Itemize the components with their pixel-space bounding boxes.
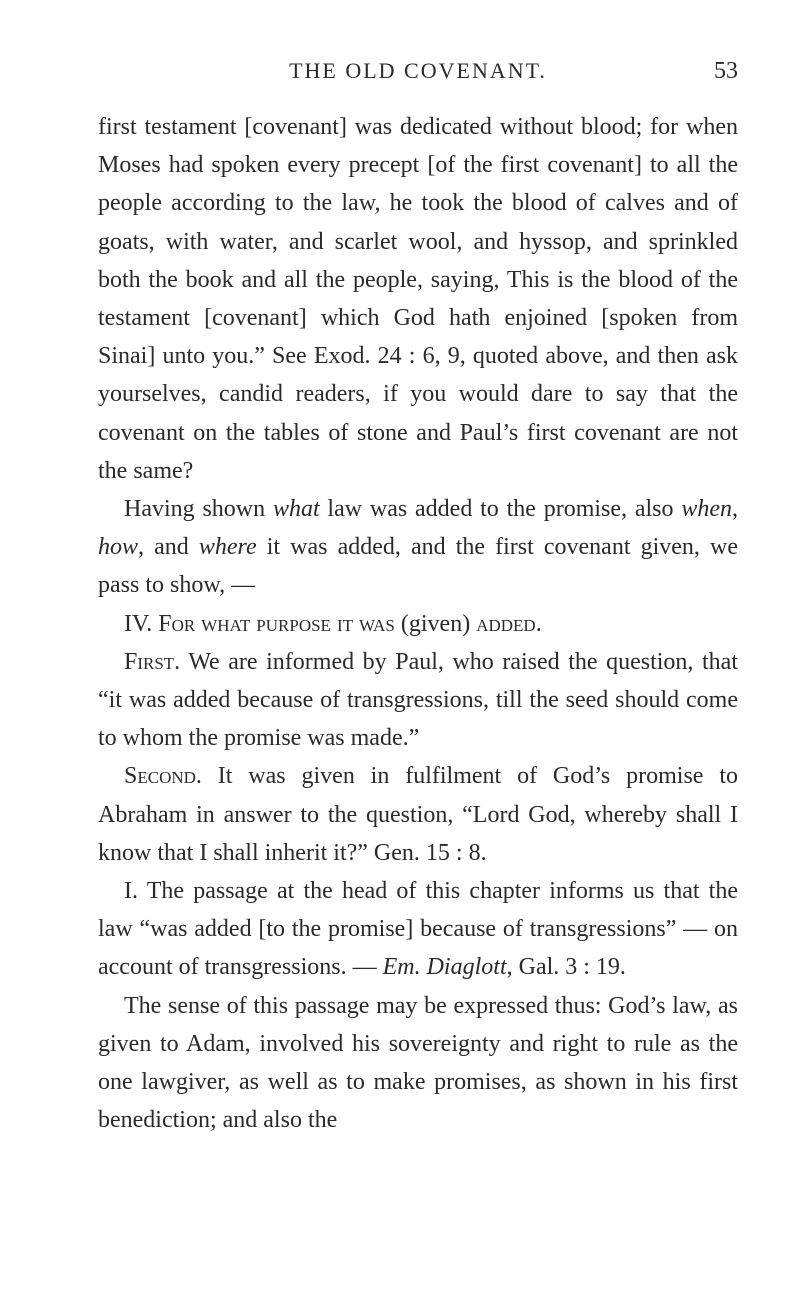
paragraph-second (98, 757, 738, 872)
body-text (98, 108, 738, 1139)
page-header (98, 58, 738, 98)
paragraph-first (98, 643, 738, 758)
p6-italic-diaglott: Em. Diaglott (382, 954, 507, 981)
p2-italic-how: how (98, 534, 139, 561)
lead-second: Second. (124, 763, 202, 790)
p6-text-b: , Gal. 3 : 19. (506, 954, 626, 981)
p2-italic-what: what (272, 496, 320, 523)
p2-italic-when: when (681, 496, 732, 523)
lead-first: First. (124, 648, 181, 675)
first-text: We are informed by Paul, who raised the question, that “it was added because of transgressions, till the seed should come to whom the promise was made.” (98, 648, 738, 752)
section-heading-c: added. (476, 610, 542, 637)
section-number: IV. (124, 610, 153, 637)
paragraph-2 (98, 490, 738, 605)
p2-text-a: Having shown (124, 496, 273, 523)
section-heading-b: (given) (394, 610, 477, 637)
p6-text-a: I. The passage at the head of this chapter informs us that the law “was added [to the promise] because of transgressions” — on account of transgressions. — (98, 878, 738, 981)
paragraph-1: first testament [covenant] was dedicated without blood; for when Moses had spoken every precept [of the first covenant] to all the people according to the law, he took the blood of calves and of goats, with water, and scarlet wool, and hyssop, and sprinkled both the book and all the people, saying, This is the blood of the testament [covenant] which God hath enjoined [spoken from Sinai] unto you.” See Exod. 24 : 6, 9, quoted above, and then ask yourselves, candid readers, if you would dare to say that the covenant on the tables of stone and Paul’s first covenant are not the same? (98, 114, 738, 484)
running-title: THE OLD COVENANT. (289, 58, 547, 83)
page-number: 53 (714, 58, 738, 84)
p2-text-e: it was added, and the first covenant given, we pass to show, — (98, 534, 738, 599)
second-text: It was given in fulfilment of God’s promise to Abraham in answer to the question, “Lord God, whereby shall I know that I shall inherit it?” Gen. 15 : 8. (98, 763, 738, 866)
p2-italic-where: where (198, 534, 257, 561)
section-heading-iv (98, 605, 738, 643)
p2-text-b: law was added to the promise, also (319, 496, 682, 523)
p2-text-d: , and (138, 534, 199, 561)
p2-text-c: , (732, 496, 738, 523)
paragraph-sense: The sense of this passage may be expressed thus: God’s law, as given to Adam, involved his sovereignty and right to rule as the one lawgiver, as well as to make promises, as shown in his first benediction; and also the (98, 992, 738, 1134)
paragraph-i (98, 872, 738, 987)
section-heading-a: For what purpose it was (158, 610, 395, 637)
